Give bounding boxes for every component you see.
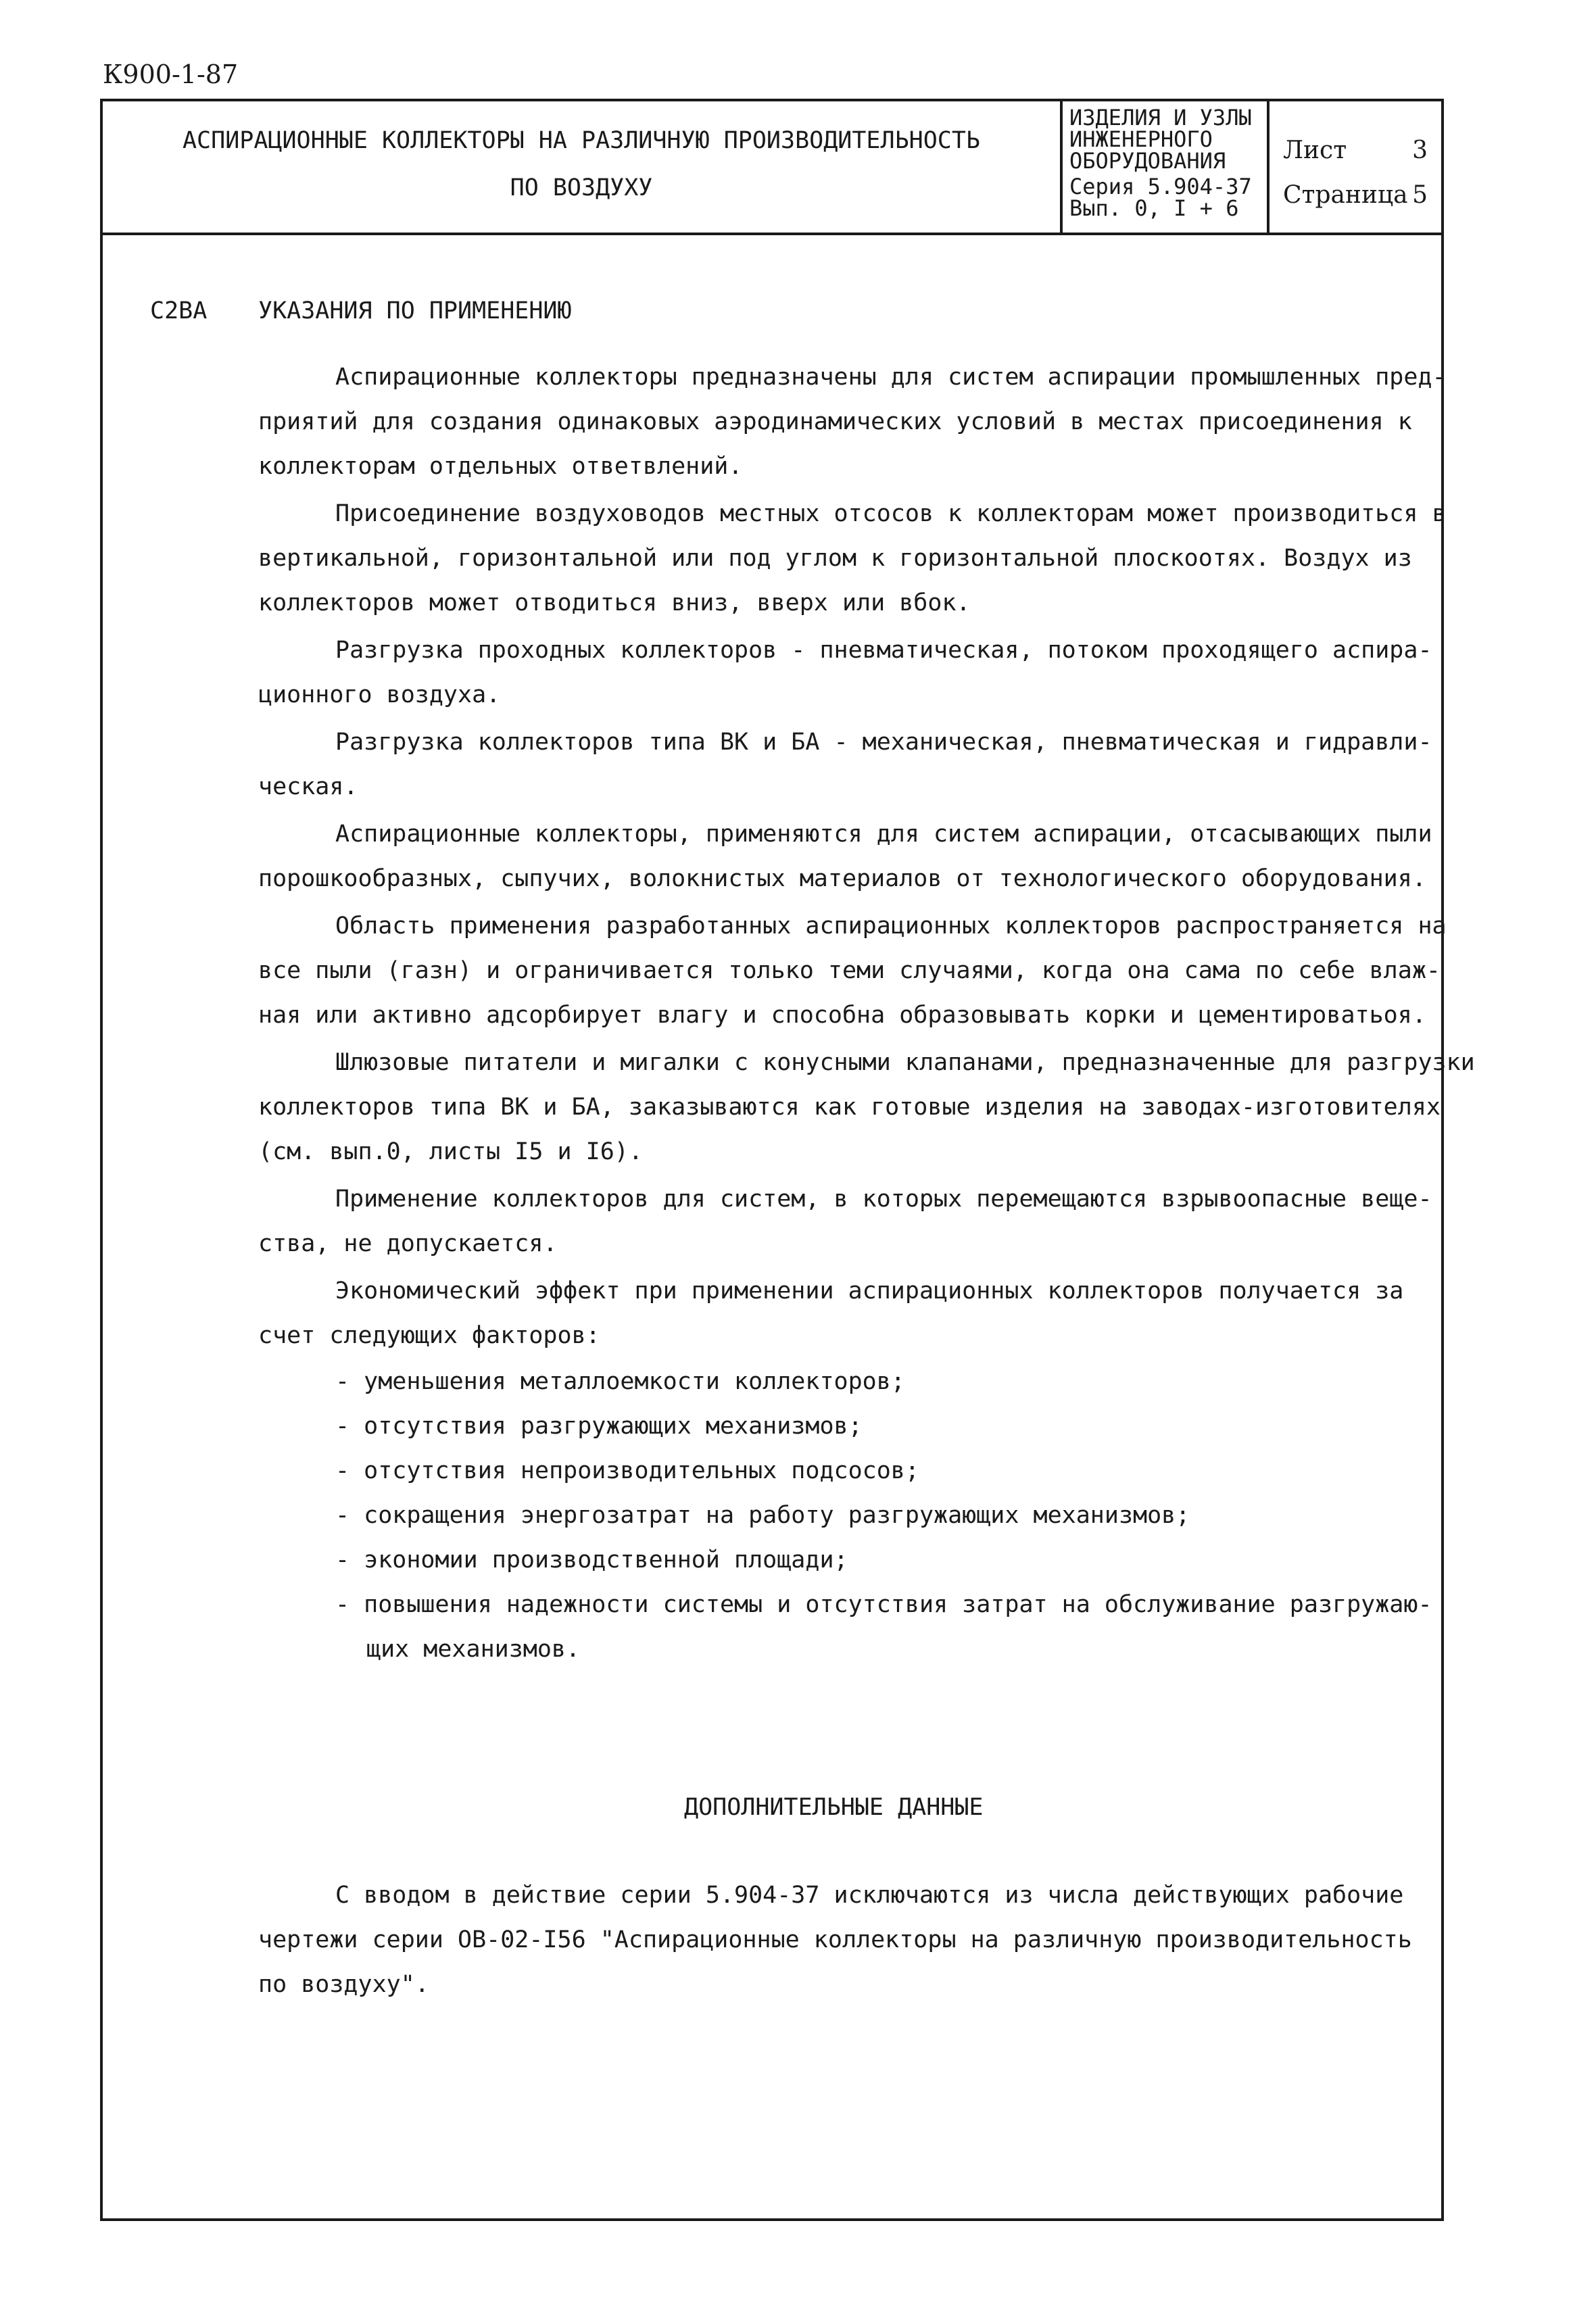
body-line: (см. вып.0, листы I5 и I6). — [258, 1138, 643, 1165]
list-item: щих механизмов. — [366, 1636, 581, 1663]
body-line: порошкообразных, сыпучих, волокнистых материалов от технологического оборудования. — [258, 865, 1426, 892]
page-label: Страница — [1283, 181, 1408, 209]
body-line: ства, не допускается. — [258, 1230, 558, 1257]
additional-line: С вводом в действие серии 5.904-37 исключаются из числа действующих рабочие — [335, 1882, 1404, 1909]
list-item: - отсутствия непроизводительных подсосов; — [335, 1457, 919, 1484]
body-line: вертикальной, горизонтальной или под углом к горизонтальной плоскоотях. Воздух из — [258, 545, 1412, 572]
body-line: Аспирационные коллекторы, применяются для систем аспирации, отсасывающих пыли — [335, 821, 1432, 848]
series-cell — [1063, 101, 1269, 233]
body-line: коллекторов может отводиться вниз, вверх или вбок. — [258, 589, 971, 616]
body-line: ческая. — [258, 773, 358, 800]
body-line: Область применения разработанных аспирационных коллекторов распространяется на — [335, 912, 1447, 940]
body-line: ная или активно адсорбирует влагу и способна образовывать корки и цементироватьоя. — [258, 1002, 1426, 1029]
list-item: - повышения надежности системы и отсутствия затрат на обслуживание разгружаю- — [335, 1591, 1432, 1618]
list-item: - сокращения энергозатрат на работу разгружающих механизмов; — [335, 1502, 1190, 1529]
body-line: коллекторов типа ВК и БА, заказываются как готовые изделия на заводах-изготовителях — [258, 1094, 1441, 1121]
body-line: Применение коллекторов для систем, в которых перемещаются взрывоопасные веще- — [335, 1186, 1432, 1213]
body-line: Шлюзовые питатели и мигалки с конусными клапанами, предназначенные для разгрузки — [335, 1049, 1475, 1076]
section-title: УКАЗАНИЯ ПО ПРИМЕНЕНИЮ — [258, 297, 572, 324]
series-line: Вып. 0, I + 6 — [1069, 195, 1239, 221]
body-line: Разгрузка проходных коллекторов - пневматическая, потоком проходящего аспира- — [335, 637, 1432, 664]
title-line-2: ПО ВОЗДУХУ — [510, 174, 653, 201]
sheet-cell — [1269, 101, 1441, 233]
body-line: Аспирационные коллекторы предназначены для систем аспирации промышленных пред- — [335, 364, 1447, 391]
title-line-1: АСПИРАЦИОННЫЕ КОЛЛЕКТОРЫ НА РАЗЛИЧНУЮ ПРОИЗВОДИТЕЛЬНОСТЬ — [182, 127, 981, 154]
series-line: Серия 5.904-37 — [1069, 174, 1252, 199]
body-line: все пыли (газн) и ограничивается только теми случаями, когда она сама по себе влаж- — [258, 957, 1441, 984]
series-line: ИНЖЕНЕРНОГО — [1069, 126, 1213, 152]
section-code: С2ВА — [150, 297, 208, 324]
body-line: Экономический эффект при применении аспирационных коллекторов получается за — [335, 1277, 1404, 1305]
body-line: ционного воздуха. — [258, 681, 501, 708]
body-line: Присоединение воздуховодов местных отсосов к коллекторам может производиться в — [335, 500, 1447, 527]
title-block — [103, 101, 1441, 235]
body-line: Разгрузка коллекторов типа ВК и БА - механическая, пневматическая и гидравли- — [335, 729, 1432, 756]
body-line: приятий для создания одинаковых аэродинамических условий в местах присоединения к — [258, 408, 1412, 435]
sheet-number: 3 — [1412, 137, 1428, 164]
page-frame — [100, 99, 1475, 2221]
sheet-label: Лист — [1283, 137, 1347, 164]
body-line: счет следующих факторов: — [258, 1322, 600, 1349]
list-item: - экономии производственной площади; — [335, 1546, 848, 1574]
additional-data-title: ДОПОЛНИТЕЛЬНЫЕ ДАННЫЕ — [684, 1794, 984, 1821]
body-line: коллекторам отдельных ответвлений. — [258, 453, 743, 480]
additional-line: чертежи серии ОВ-02-I56 "Аспирационные коллекторы на различную производительность — [258, 1926, 1412, 1953]
title-cell — [103, 101, 1063, 233]
additional-line: по воздуху". — [258, 1971, 429, 1998]
list-item: - уменьшения металлоемкости коллекторов; — [335, 1368, 905, 1395]
series-line: ОБОРУДОВАНИЯ — [1069, 148, 1226, 174]
document-code: К900-1-87 — [103, 59, 239, 89]
list-item: - отсутствия разгружающих механизмов; — [335, 1413, 863, 1440]
series-line: ИЗДЕЛИЯ И УЗЛЫ — [1069, 105, 1252, 130]
page-number: 5 — [1412, 181, 1428, 209]
